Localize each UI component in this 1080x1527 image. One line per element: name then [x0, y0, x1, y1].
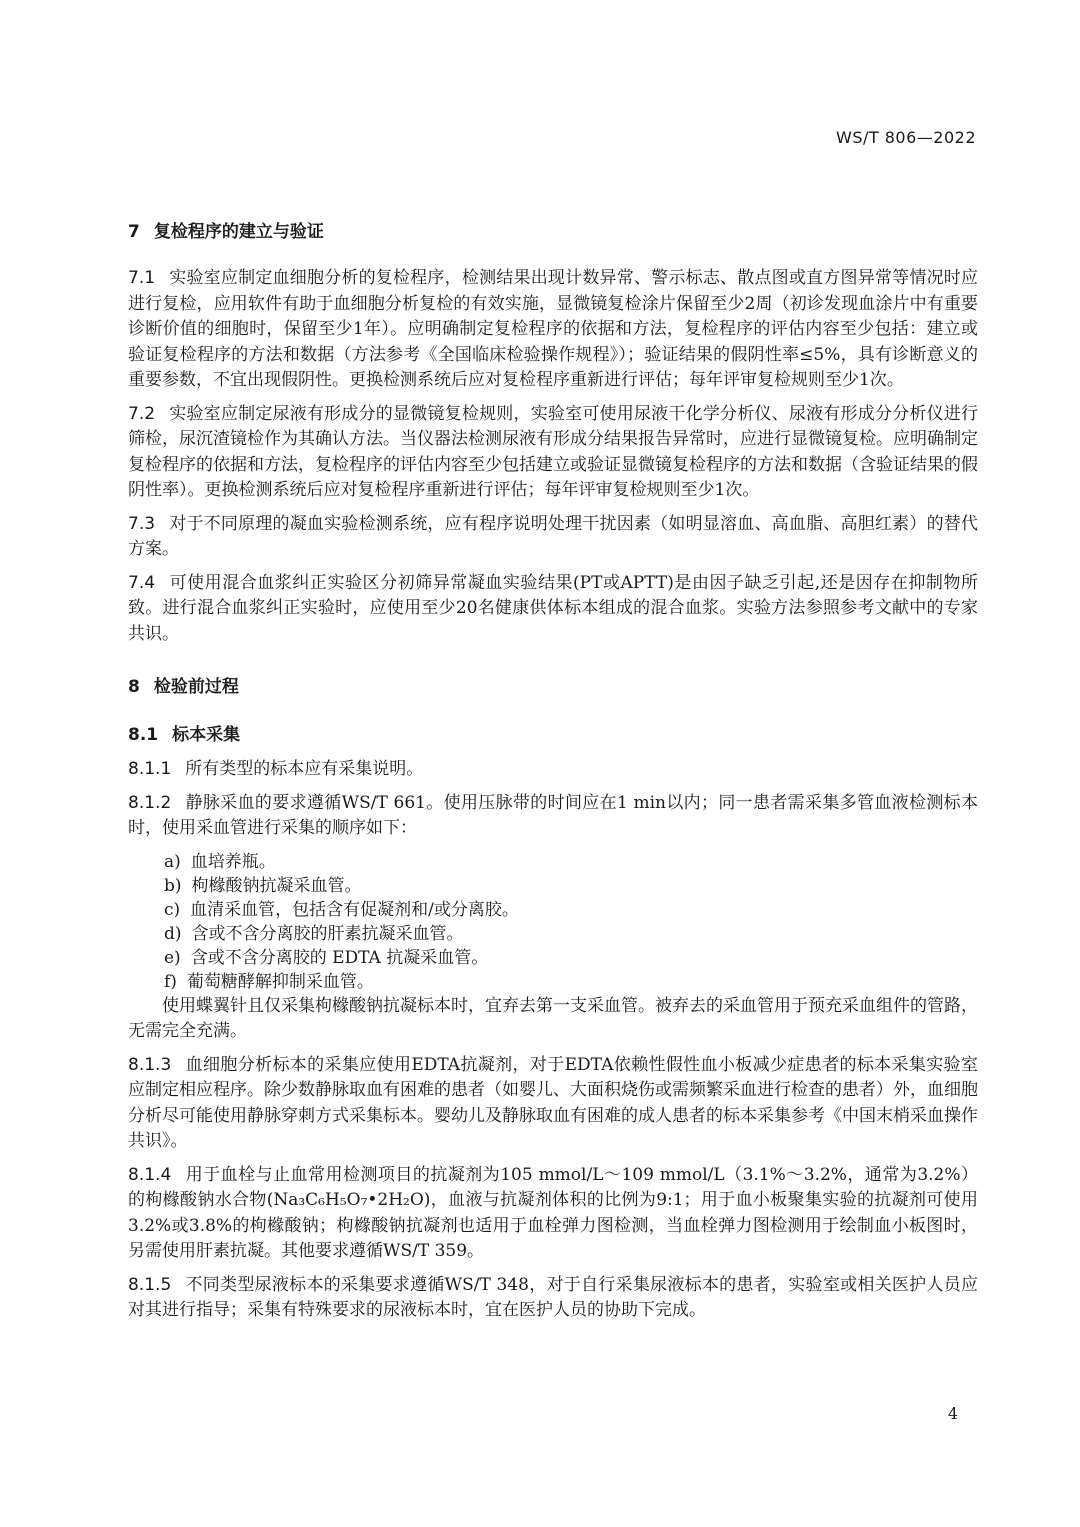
list-marker: d) — [164, 923, 182, 944]
paragraph-7-4 — [128, 571, 978, 648]
clause-text: 实验室应制定血细胞分析的复检程序，检测结果出现计数异常、警示标志、散点图或直方图异常等情况时应进行复检，应用软件有助于血细胞分析复检的有效实施，显微镜复检涂片保留至少2周（初诊发现血涂片中有重要诊断价值的细胞时，保留至少1年）。应明确制定复检程序的依据和方法，复检程序的评估内容至少包括：建立或验证复检程序的方法和数据（方法参考《全国临床检验操作规程》）；验证结果的假阴性率≤5%，具有诊断意义的重要参数，不宜出现假阴性。更换检测系统后应对复检程序重新进行评估；每年评审复检规则至少1次。 — [128, 268, 978, 390]
list-item-text: 葡萄糖酵解抑制采血管。 — [186, 971, 374, 992]
clause-text: 静脉采血的要求遵循WS/T 661。使用压脉带的时间应在1 min以内；同一患者需采集多管血液检测标本时，使用采血管进行采集的顺序如下： — [128, 792, 978, 838]
list-item — [164, 874, 978, 898]
clause-text: 可使用混合血浆纠正实验区分初筛异常凝血实验结果(PT或APTT)是由因子缺乏引起,还是因存在抑制物所致。进行混合血浆纠正实验时，应使用至少20名健康供体标本组成的混合血浆。实验方法参照参考文献中的专家共识。 — [128, 572, 978, 644]
section-number: 8 — [128, 677, 140, 697]
collection-order-list — [128, 850, 978, 994]
page-number: 4 — [947, 1404, 958, 1423]
list-item — [164, 970, 978, 994]
clause-text: 对于不同原理的凝血实验检测系统，应有程序说明处理干扰因素（如明显溶血、高血脂、高胆红素）的替代方案。 — [128, 513, 978, 559]
clause-text: 血细胞分析标本的采集应使用EDTA抗凝剂，对于EDTA依赖性假性血小板减少症患者的标本采集实验室应制定相应程序。除少数静脉取血有困难的患者（如婴儿、大面积烧伤或需频繁采血进行检查的患者）外，血细胞分析尽可能使用静脉穿刺方式采集标本。婴幼儿及静脉取血有困难的成人患者的标本采集参考《中国末梢采血操作共识》。 — [128, 1054, 978, 1151]
subsection-8-1-heading — [128, 721, 978, 749]
section-8-heading — [128, 673, 978, 701]
list-marker: c) — [164, 899, 181, 920]
list-marker: a) — [164, 851, 181, 872]
clause-text: 不同类型尿液标本的采集要求遵循WS/T 348，对于自行采集尿液标本的患者，实验室或相关医护人员应对其进行指导；采集有特殊要求的尿液标本时，宜在医护人员的协助下完成。 — [128, 1274, 978, 1320]
list-item-text: 枸橼酸钠抗凝采血管。 — [191, 875, 362, 896]
list-item — [164, 850, 978, 874]
list-item — [164, 898, 978, 922]
clause-text: 所有类型的标本应有采集说明。 — [185, 759, 424, 779]
list-marker: b) — [164, 875, 182, 896]
clause-number: 8.1.3 — [128, 1054, 172, 1075]
list-marker: e) — [164, 947, 181, 968]
section-7-heading — [128, 218, 978, 246]
clause-number: 8.1.4 — [128, 1164, 172, 1185]
section-title: 检验前过程 — [153, 677, 239, 697]
list-item-text: 血清采血管，包括含有促凝剂和/或分离胶。 — [190, 899, 519, 920]
paragraph-7-2 — [128, 402, 978, 504]
list-item — [164, 922, 978, 946]
paragraph-7-1 — [128, 266, 978, 394]
clause-number: 7.2 — [128, 403, 156, 424]
subsection-title: 标本采集 — [172, 725, 241, 745]
paragraph-8-1-1 — [128, 757, 978, 783]
section-number: 7 — [128, 222, 140, 242]
list-item-text: 含或不含分离胶的肝素抗凝采血管。 — [191, 923, 464, 944]
paragraph-8-1-5 — [128, 1273, 978, 1324]
paragraph-8-1-3 — [128, 1053, 978, 1155]
clause-text: 用于血栓与止血常用检测项目的抗凝剂为105 mmol/L～109 mmol/L（3.1%～3.2%，通常为3.2%）的枸橼酸钠水合物(Na₃C₆H₅O₇•2H₂O)，血液与抗凝剂体积的比例为9:1；用于血小板聚集实验的抗凝剂可使用3.2%或3.8%的枸橼酸钠；枸橼酸钠抗凝剂也适用于血栓弹力图检测，当血栓弹力图检测用于绘制血小板图时，另需使用肝素抗凝。其他要求遵循WS/T 359。 — [128, 1164, 978, 1261]
section-title: 复检程序的建立与验证 — [153, 222, 324, 242]
paragraph-8-1-2 — [128, 791, 978, 842]
list-item — [164, 946, 978, 970]
clause-number: 7.1 — [128, 268, 156, 288]
clause-number: 8.1.2 — [128, 792, 172, 813]
clause-number: 7.3 — [128, 513, 156, 534]
subsection-number: 8.1 — [128, 725, 159, 745]
list-item-text: 血培养瓶。 — [190, 851, 276, 872]
clause-number: 7.4 — [128, 572, 156, 593]
clause-number: 8.1.1 — [128, 759, 172, 779]
list-marker: f) — [164, 971, 177, 992]
document-body — [128, 218, 978, 1324]
list-item-text: 含或不含分离胶的 EDTA 抗凝采血管。 — [190, 947, 489, 968]
clause-number: 8.1.5 — [128, 1274, 172, 1295]
paragraph-8-1-4 — [128, 1163, 978, 1265]
paragraph-7-3 — [128, 512, 978, 563]
list-note: 使用蝶翼针且仅采集枸橼酸钠抗凝标本时，宜弃去第一支采血管。被弃去的采血管用于预充采血组件的管路，无需完全充满。 — [128, 995, 978, 1041]
clause-text: 实验室应制定尿液有形成分的显微镜复检规则，实验室可使用尿液干化学分析仪、尿液有形成分分析仪进行筛检，尿沉渣镜检作为其确认方法。当仪器法检测尿液有形成分结果报告异常时，应进行显微镜复检。应明确制定复检程序的依据和方法，复检程序的评估内容至少包括建立或验证显微镜复检程序的方法和数据（含验证结果的假阴性率）。更换检测系统后应对复检程序重新进行评估；每年评审复检规则至少1次。 — [128, 403, 978, 500]
standard-code: WS/T 806—2022 — [836, 128, 976, 147]
